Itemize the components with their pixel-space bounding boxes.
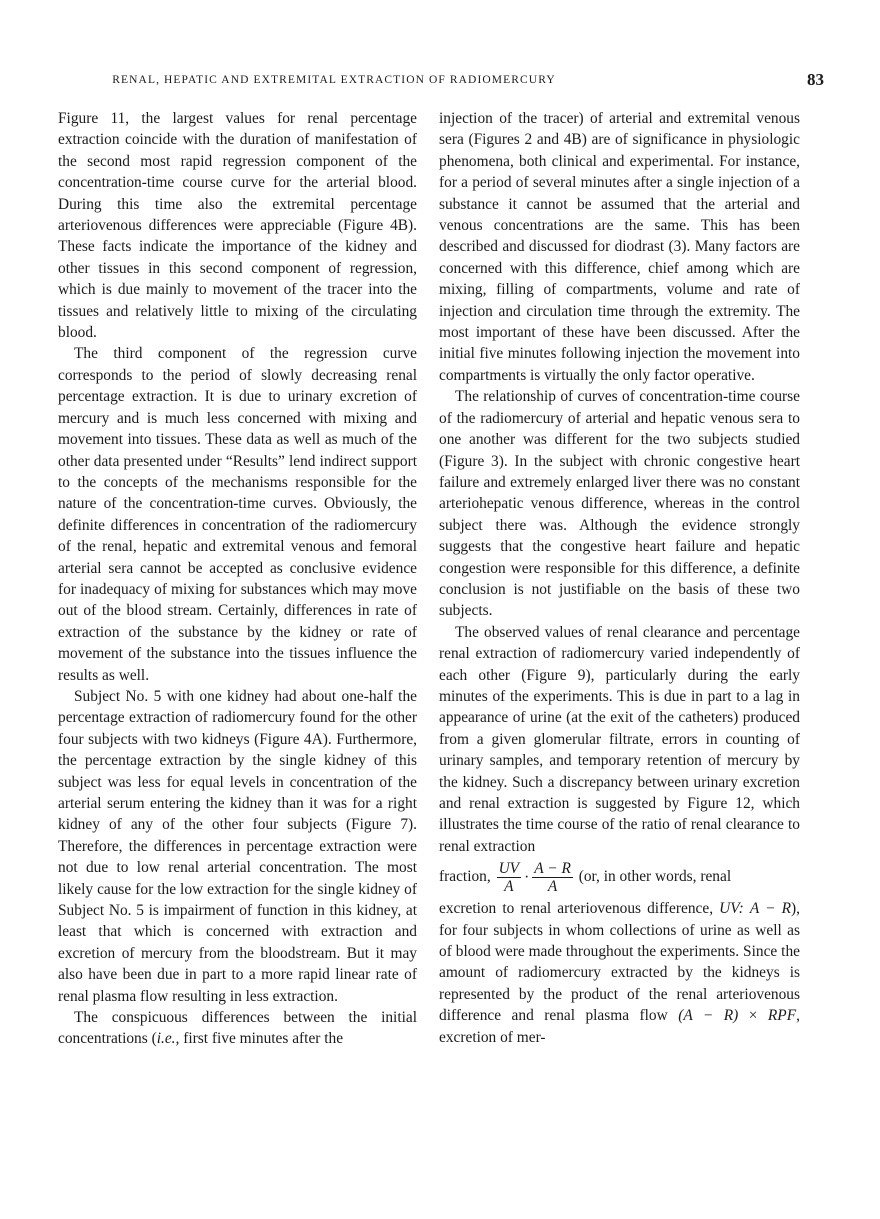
left-column bbox=[58, 108, 417, 1050]
numerator: UV bbox=[498, 860, 520, 878]
paragraph bbox=[58, 1007, 417, 1050]
paragraph: Subject No. 5 with one kidney had about one-half the percentage extraction of radiomercury found for the other four subjects with two kidneys (Figure 4A). Furthermore, the percentage extraction by the single kidney of this subject was less for equal levels in concentration of the arterial serum entering the kidney than it was for a right kidney of any of the other four subjects (Figure 7). Therefore, the differences in percentage extraction were not due to low renal arterial concentration. The most likely cause for the low extraction for the single kidney of Subject No. 5 is impairment of function in this kidney, at least that which is concerned with extraction and excretion of mercury from the bloodstream. But it may also have been due in part to a more rapid linear rate of renal plasma flow resulting in less extraction. bbox=[58, 687, 417, 1005]
right-column bbox=[439, 108, 800, 1048]
paragraph: The third component of the regression curve corresponds to the period of slowly decreasing renal percentage extraction. It is due to urinary excretion of mercury and is much less concerned with mixing and movement into tissues. These data as well as much of the other data presented under “Results” lend indirect support to the concepts of the mechanisms responsible for the nature of the concentration-time curves. Obviously, the definite differences in concentration of the radiomercury of the renal, hepatic and extremital venous and femoral arterial sera cannot be accepted as conclusive evidence for inadequacy of mixing for substances which may move out of the blood stream. Certainly, differences in rate of extraction of the substance by the kidney or rate of movement of the substance into the tissues influence the results as well. bbox=[58, 345, 417, 684]
fraction-uv-over-a bbox=[497, 860, 522, 895]
text-run: , excretion of mer- bbox=[439, 1007, 800, 1046]
fraction-a-minus-r-over-a bbox=[532, 860, 573, 895]
page-number: 83 bbox=[807, 70, 824, 89]
math-expression: UV: bbox=[719, 900, 744, 918]
times-symbol: × bbox=[738, 1007, 768, 1025]
paragraph: The relationship of curves of concentration-time course of the radiomercury of arterial and hepatic venous sera to one another was different for the two subjects studied (Figure 3). In the subject with chronic congestive heart failure and extremely enlarged liver there was no constant arteriohepatic venous difference, whereas in the control subject there was. Although the evidence strongly suggests that the congestive heart failure and hepatic congestion were responsible for this difference, a definite conclusion is not justifiable on the basis of these two subjects. bbox=[439, 388, 800, 620]
math-expression: RPF bbox=[767, 1007, 797, 1025]
italic-abbreviation: i.e., bbox=[156, 1030, 180, 1048]
math-expression: A − R bbox=[749, 900, 791, 918]
text-run: ), for four subjects in whom collections of urine as well as of blood were made throughout the experiments. Since the amount of radiomercury extracted by the kidneys is represented by the product of the renal arteriovenous difference and renal plasma flow bbox=[439, 900, 800, 1025]
numerator: A − R bbox=[534, 860, 571, 878]
fraction-line bbox=[439, 860, 800, 895]
paragraph-continuation bbox=[439, 898, 800, 1048]
text-run: fraction, bbox=[439, 868, 491, 886]
multiplication-dot: · bbox=[524, 868, 530, 886]
paragraph: The observed values of renal clearance and percentage renal extraction of radiomercury varied independently of each other (Figure 9), particularly during the early minutes of the experiments. This is due in part to a lag in appearance of urine (at the exit of the catheters) produced from a given glomerular filtrate, errors in counting of urinary samples, and temporary retention of mercury by the kidney. Such a discrepancy between urinary excretion and renal extraction is suggested by Figure 12, which illustrates the time course of the ratio of renal clearance to renal extraction bbox=[439, 623, 800, 855]
text-run: first five minutes after the bbox=[179, 1030, 344, 1048]
denominator: A bbox=[547, 878, 558, 896]
text-run: (or, in other words, renal bbox=[578, 868, 732, 886]
text-run: The conspicuous differences between the initial concentrations ( bbox=[58, 1009, 417, 1048]
paragraph: injection of the tracer) of arterial and extremital venous sera (Figures 2 and 4B) are of significance in physiologic phenomena, both clinical and experimental. For instance, for a period of several minutes after a single injection of a substance it cannot be assumed that the arterial and venous concentrations are the same. This has been described and discussed for diodrast (3). Many factors are concerned with this difference, chief among which are mixing, filling of compartments, volume and rate of injection and circulation time through the extremity. The most important of these have been discussed. After the initial five minutes following injection the movement into compartments is virtually the only factor operative. bbox=[439, 110, 800, 384]
math-expression: (A − R) bbox=[678, 1007, 739, 1025]
paragraph: Figure 11, the largest values for renal percentage extraction coincide with the duration of manifestation of the second most rapid regression component of the concentration-time course curve for the arterial blood. During this time also the extremital percentage arteriovenous differences were appreciable (Figure 4B). These facts indicate the importance of the kidney and other tissues in this second component of regression, which is due mainly to movement of the tracer into the tissues and relatively little to mixing of the circulating blood. bbox=[58, 110, 417, 342]
running-title: RENAL, HEPATIC AND EXTREMITAL EXTRACTION OF RADIOMERCURY bbox=[112, 74, 556, 86]
text-run: excretion to renal arteriovenous difference, bbox=[439, 900, 720, 918]
denominator: A bbox=[504, 878, 514, 896]
